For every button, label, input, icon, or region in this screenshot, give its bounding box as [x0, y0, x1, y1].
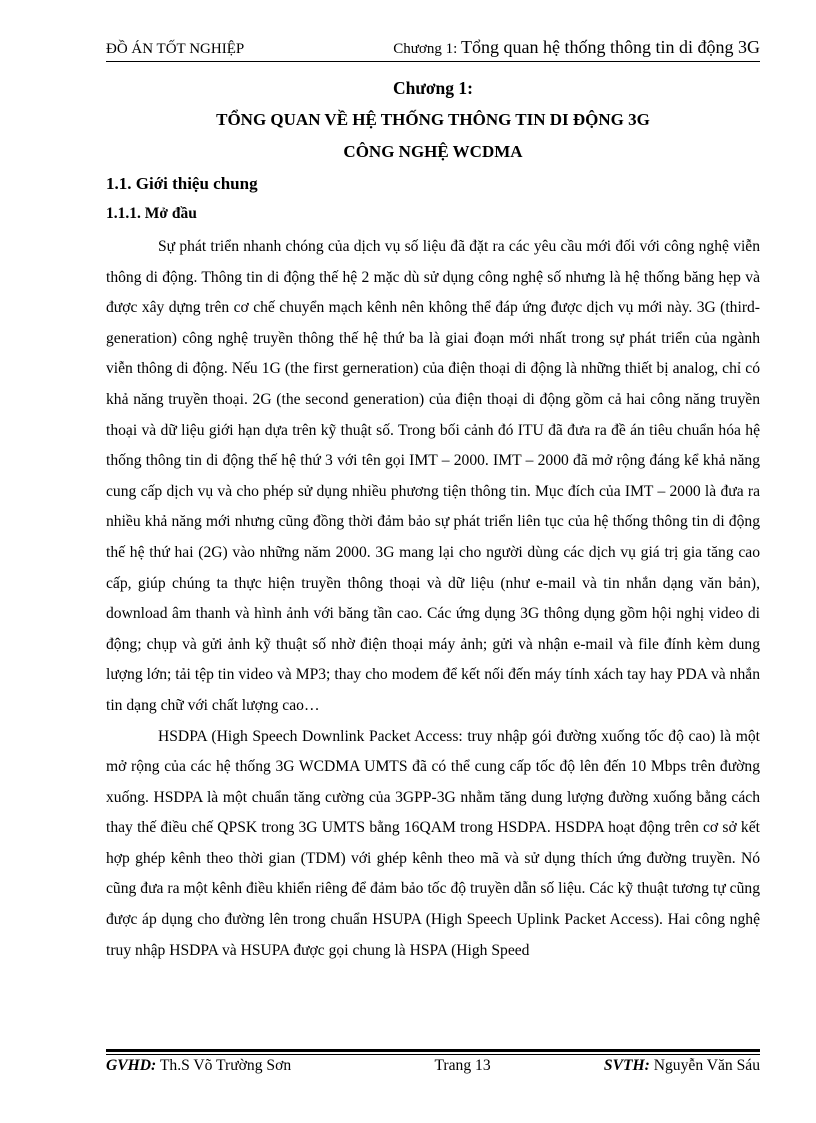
- header-chapter-title: Tổng quan hệ thống thông tin di động 3G: [461, 37, 760, 57]
- advisor-label: GVHD:: [106, 1057, 157, 1074]
- paragraph-2: HSDPA (High Speech Downlink Packet Access: truy nhập gói đường xuống tốc độ cao) là một mở rộng của các hệ thống 3G WCDMA UMTS đã có thể cung cấp tốc độ lên đến 10 Mbps trên đường xuống. HSDPA là một chuẩn tăng cường của 3GPP-3G nhằm tăng dung lượng đường xuống bằng cách thay thế điều chế QPSK trong 3G UMTS bằng 16QAM trong HSDPA. HSDPA hoạt động trên cơ sở kết hợp ghép kênh theo thời gian (TDM) với ghép kênh theo mã và sử dụng thích ứng đường truyền. Nó cũng đưa ra một kênh điều khiển riêng để đảm bảo tốc độ truyền dẫn số liệu. Các kỹ thuật tương tự cũng được áp dụng cho đường lên trong chuẩn HSUPA (High Speech Uplink Packet Access). Hai công nghệ truy nhập HSDPA và HSUPA được gọi chung là HSPA (High Speed: [106, 727, 760, 959]
- chapter-title: TỔNG QUAN VỀ HỆ THỐNG THÔNG TIN DI ĐỘNG 3G: [216, 110, 650, 129]
- chapter-titles: [106, 72, 760, 168]
- header-right: [393, 38, 760, 58]
- header-chapter: Chương 1:: [393, 41, 462, 57]
- footer-student: [604, 1056, 760, 1076]
- page-number: Trang 13: [434, 1057, 491, 1074]
- section-heading: 1.1. Giới thiệu chung: [106, 174, 258, 193]
- footer-advisor: [106, 1056, 291, 1076]
- student-label: SVTH:: [603, 1057, 650, 1074]
- advisor-name: Th.S Võ Trường Sơn: [156, 1057, 292, 1074]
- page-header: [106, 38, 760, 58]
- body-text: [106, 232, 760, 966]
- footer-divider-thick: [106, 1049, 760, 1052]
- subsection-heading: 1.1.1. Mở đầu: [106, 205, 197, 222]
- chapter-number: Chương 1:: [393, 78, 473, 98]
- header-divider: [106, 61, 760, 62]
- paragraph-1: Sự phát triển nhanh chóng của dịch vụ số liệu đã đặt ra các yêu cầu mới đối với công nghệ viễn thông di động. Thông tin di động thế hệ 2 mặc dù sử dụng công nghệ số nhưng là hệ thống băng hẹp và được xây dựng trên cơ chế chuyển mạch kênh nên không thể đáp ứng được dịch vụ mới này. 3G (third-generation) công nghệ truyền thông thế hệ thứ ba là giai đoạn mới nhất trong sự phát triển của ngành viễn thông di động. Nếu 1G (the first gerneration) của điện thoại di động là những thiết bị analog, chỉ có khả năng truyền thoại. 2G (the second generation) của điện thoại di động gồm cả hai công năng truyền thoại và dữ liệu giới hạn dựa trên kỹ thuật số. Trong bối cảnh đó ITU đã đưa ra đề án tiêu chuẩn hóa hệ thống thông tin di động thế hệ thứ 3 với tên gọi IMT – 2000. IMT – 2000 đã mở rộng đáng kể khả năng cung cấp dịch vụ và cho phép sử dụng nhiều phương tiện thông tin. Mục đích của IMT – 2000 là đưa ra nhiều khả năng mới nhưng cũng đồng thời đảm bảo sự phát triển liên tục của hệ thống thông tin di động thế hệ thứ hai (2G) vào những năm 2000. 3G mang lại cho người dùng các dịch vụ giá trị gia tăng cao cấp, giúp chúng ta thực hiện truyền thông thoại và dữ liệu (như e-mail và tin nhắn dạng văn bản), download âm thanh và hình ảnh với băng tần cao. Các ứng dụng 3G thông dụng gồm hội nghị video di động; chụp và gửi ảnh kỹ thuật số nhờ điện thoại máy ảnh; gửi và nhận e-mail và file đính kèm dung lượng lớn; tải tệp tin video và MP3; thay cho modem để kết nối đến máy tính xách tay hay PDA và nhắn tin dạng chữ với chất lượng cao…: [106, 238, 760, 714]
- chapter-subtitle: CÔNG NGHỆ WCDMA: [343, 142, 523, 161]
- header-left: ĐỒ ÁN TỐT NGHIỆP: [106, 41, 245, 57]
- page-footer: [106, 1056, 760, 1076]
- footer-divider-thin: [106, 1054, 760, 1055]
- student-name: Nguyễn Văn Sáu: [649, 1057, 760, 1074]
